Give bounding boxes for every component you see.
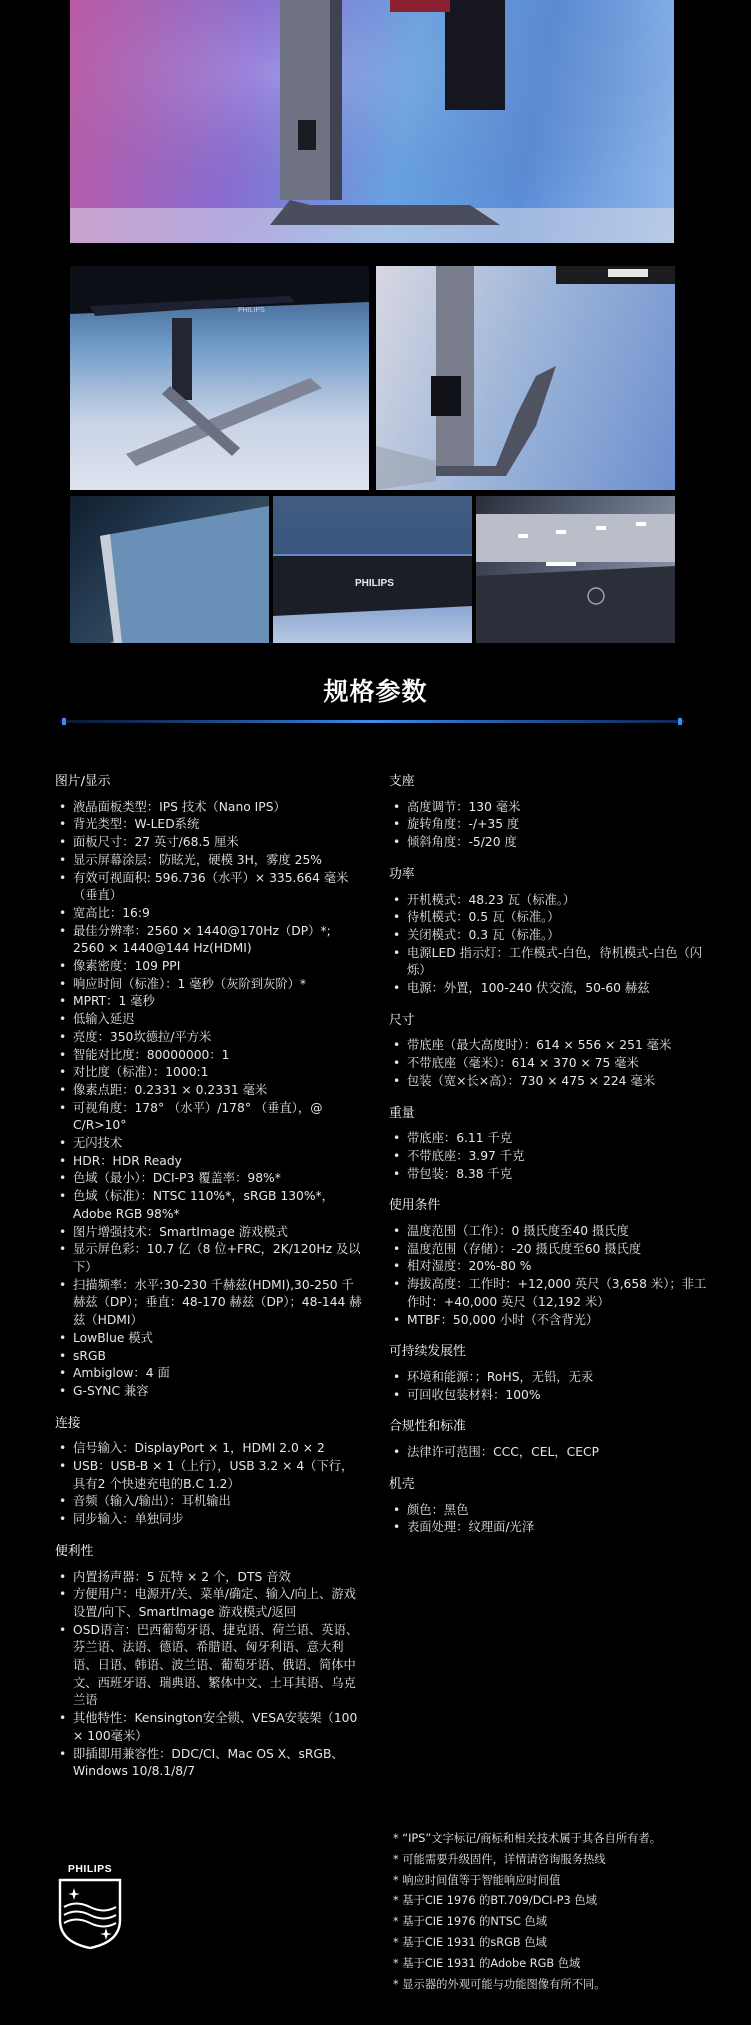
spec-item: • 法律许可范围：CCC，CEL，CECP (389, 1444, 709, 1462)
spec-section (389, 1418, 709, 1461)
spec-item: • MTBF：50,000 小时（不含背光） (389, 1312, 709, 1330)
spec-list (389, 1223, 709, 1329)
footnote-line: * “IPS”文字标记/商标和相关技术属于其各自所有者。 (393, 1832, 662, 1845)
title-decorative-bar (60, 713, 684, 725)
spec-item: • 宽高比：16:9 (55, 905, 365, 923)
footnote-line: * 基于CIE 1931 的sRGB 色域 (393, 1935, 547, 1949)
spec-item: • OSD语言：巴西葡萄牙语、捷克语、荷兰语、英语、芬兰语、法语、德语、希腊语、匈牙利语、意大利语、日语、韩语、波兰语、葡萄牙语、俄语、简体中文、西班牙语、瑞典语、繁体中文、土耳其语、乌克兰语 (55, 1622, 365, 1711)
spec-item: • 倾斜角度：-5/20 度 (389, 834, 709, 852)
spec-section (389, 1476, 709, 1537)
footnote-line: * 基于CIE 1976 的NTSC 色域 (393, 1915, 548, 1929)
spec-list (389, 799, 709, 852)
spec-item: • 不带底座（毫米）：614 × 370 × 75 毫米 (389, 1055, 709, 1073)
spec-item: • 液晶面板类型：IPS 技术（Nano IPS） (55, 799, 365, 817)
spec-item: • 内置扬声器：5 瓦特 × 2 个，DTS 音效 (55, 1569, 365, 1587)
spec-section-heading: 使用条件 (389, 1198, 441, 1214)
spec-item: • 显示屏色彩：10.7 亿（8 位+FRC，2K/120Hz 及以下） (55, 1241, 365, 1276)
spec-section (389, 1197, 709, 1329)
spec-item: • 显示屏幕涂层：防眩光，硬模 3H，雾度 25% (55, 852, 365, 870)
spec-item: • 电源：外置，100-240 伏交流，50-60 赫兹 (389, 980, 709, 998)
spec-item: • 低输入延迟 (55, 1011, 365, 1029)
footnote-line: * 显示器的外观可能与功能图像有所不同。 (393, 1977, 606, 1991)
spec-item: • 信号输入：DisplayPort × 1，HDMI 2.0 × 2 (55, 1440, 365, 1458)
screen-corner-photo (70, 496, 269, 643)
spec-column-right (389, 773, 709, 1551)
rear-ports-photo (476, 496, 675, 643)
spec-item: • USB：USB-B × 1（上行），USB 3.2 × 4（下行，具有2 个快速充电的B.C 1.2） (55, 1458, 365, 1493)
spec-section-heading: 可持续发展性 (389, 1344, 466, 1360)
spec-section (389, 866, 709, 998)
spec-section-heading: 功率 (389, 866, 415, 882)
spec-item: • 像素点距：0.2331 × 0.2331 毫米 (55, 1082, 365, 1100)
stand-base-photo (70, 266, 369, 490)
spec-item: • 温度范围（工作）：0 摄氏度至40 摄氏度 (389, 1223, 709, 1241)
spec-item: • 方便用户：电源开/关、菜单/确定、输入/向上、游戏设置/向下、SmartImage 游戏模式/返回 (55, 1586, 365, 1621)
footnote-line: * 基于CIE 1976 的BT.709/DCI-P3 色域 (393, 1894, 597, 1908)
spec-list (389, 1369, 709, 1404)
spec-item: • 待机模式：0.5 瓦（标准。） (389, 909, 709, 927)
spec-item: • 包装（宽×长×高）：730 × 475 × 224 毫米 (389, 1073, 709, 1091)
spec-list (55, 799, 365, 1401)
spec-item: • 带包装：8.38 千克 (389, 1166, 709, 1184)
spec-section (389, 1105, 709, 1184)
spec-item: • 音频（输入/输出）：耳机输出 (55, 1493, 365, 1511)
spec-item: • LowBlue 模式 (55, 1330, 365, 1348)
spec-item: • 亮度：350坎德拉/平方米 (55, 1029, 365, 1047)
spec-item: • 相对湿度：20%-80 % (389, 1258, 709, 1276)
hero-monitor-photo (70, 0, 674, 243)
spec-item: • sRGB (55, 1348, 365, 1366)
spec-section-heading: 合规性和标准 (389, 1419, 466, 1435)
spec-item: • 无闪技术 (55, 1135, 365, 1153)
philips-logo (56, 1862, 124, 1950)
spec-item: • Ambiglow：4 面 (55, 1365, 365, 1383)
spec-item: • 有效可视面积: 596.736（水平）× 335.664 毫米（垂直） (55, 870, 365, 905)
page-title: 规格参数 (323, 677, 428, 706)
spec-item: • 图片增强技术：SmartImage 游戏模式 (55, 1224, 365, 1242)
spec-item: • 带底座（最大高度时）：614 × 556 × 251 毫米 (389, 1037, 709, 1055)
spec-item: • 温度范围（存储）：-20 摄氏度至60 摄氏度 (389, 1241, 709, 1259)
spec-item: • 环境和能源：；RoHS，无铅，无汞 (389, 1369, 709, 1387)
spec-section (389, 773, 709, 852)
spec-item: • 色域（标准）：NTSC 110%*，sRGB 130%*，Adobe RGB 98%* (55, 1188, 365, 1223)
spec-list (55, 1440, 365, 1529)
bottom-logo-photo (273, 496, 472, 643)
spec-item: • 旋转角度：-/+35 度 (389, 816, 709, 834)
spec-item: • 最佳分辨率：2560 × 1440@170Hz（DP）*; 2560 × 1440@144 Hz(HDMI) (55, 923, 365, 958)
spec-item: • 同步输入：单独同步 (55, 1511, 365, 1529)
spec-list (389, 1130, 709, 1183)
spec-column-left (55, 773, 365, 1795)
spec-section (389, 1343, 709, 1404)
spec-list (389, 1037, 709, 1090)
spec-item: • 带底座：6.11 千克 (389, 1130, 709, 1148)
stand-rear-photo (376, 266, 675, 490)
spec-item: • 高度调节：130 毫米 (389, 799, 709, 817)
spec-section-heading: 图片/显示 (55, 774, 111, 789)
spec-section (55, 1543, 365, 1781)
spec-item: • MPRT：1 毫秒 (55, 993, 365, 1011)
footnote-line: * 响应时间值等于智能响应时间值 (393, 1873, 561, 1887)
footnote-line: * 可能需要升级固件，详情请咨询服务热线 (393, 1852, 606, 1866)
spec-list (55, 1569, 365, 1781)
spec-section (389, 1012, 709, 1091)
spec-item: • 色域（最小）：DCI-P3 覆盖率：98%* (55, 1170, 365, 1188)
spec-item: • HDR：HDR Ready (55, 1153, 365, 1171)
spec-list (389, 1444, 709, 1462)
spec-item: • 即插即用兼容性：DDC/CI、Mac OS X、sRGB、Windows 10/8.1/8/7 (55, 1746, 365, 1781)
spec-list (389, 892, 709, 998)
spec-section-heading: 尺寸 (389, 1012, 415, 1028)
spec-list (389, 1502, 709, 1537)
spec-item: • G-SYNC 兼容 (55, 1383, 365, 1401)
spec-item: • 可回收包装材料：100% (389, 1387, 709, 1405)
spec-section-heading: 重量 (389, 1105, 415, 1121)
spec-item: • 其他特性：Kensington安全锁、VESA安装架（100 × 100毫米） (55, 1710, 365, 1745)
spec-item: • 智能对比度：80000000：1 (55, 1047, 365, 1065)
footnotes (393, 1829, 733, 1995)
spec-item: • 背光类型：W-LED系统 (55, 816, 365, 834)
spec-section-heading: 机壳 (389, 1476, 415, 1492)
spec-section-heading: 连接 (55, 1415, 81, 1431)
spec-section (55, 1415, 365, 1529)
footnote-line: * 基于CIE 1931 的Adobe RGB 色域 (393, 1956, 581, 1970)
spec-item: • 不带底座：3.97 千克 (389, 1148, 709, 1166)
spec-item: • 海拔高度：工作时：+12,000 英尺（3,658 米）；非工作时：+40,000 英尺（12,192 米） (389, 1276, 709, 1311)
spec-item: • 像素密度：109 PPI (55, 958, 365, 976)
spec-item: • 面板尺寸：27 英寸/68.5 厘米 (55, 834, 365, 852)
spec-item: • 对比度（标准）：1000:1 (55, 1064, 365, 1082)
spec-item: • 表面处理：纹理面/光泽 (389, 1519, 709, 1537)
spec-section (55, 773, 365, 1401)
spec-section-heading: 支座 (389, 774, 415, 789)
spec-section-heading: 便利性 (55, 1543, 94, 1559)
svg-text:PHILIPS: PHILIPS (67, 1863, 113, 1875)
spec-item: • 电源LED 指示灯：工作模式-白色，待机模式-白色（闪烁） (389, 945, 709, 980)
spec-item: • 颜色：黑色 (389, 1502, 709, 1520)
spec-item: • 扫描频率：水平:30-230 千赫兹(HDMI),30-250 千赫兹（DP）；垂直：48-170 赫兹（DP）；48-144 赫兹（HDMI） (55, 1277, 365, 1330)
spec-item: • 响应时间（标准）：1 毫秒（灰阶到灰阶）* (55, 976, 365, 994)
spec-item: • 关闭模式：0.3 瓦（标准。） (389, 927, 709, 945)
bezel-brand-label: PHILIPS (355, 578, 394, 589)
monitor-brand-label: PHILIPS (238, 307, 265, 314)
spec-item: • 可视角度：178° （水平）/178° （垂直），@ C/R>10° (55, 1100, 365, 1135)
spec-item: • 开机模式：48.23 瓦（标准。） (389, 892, 709, 910)
